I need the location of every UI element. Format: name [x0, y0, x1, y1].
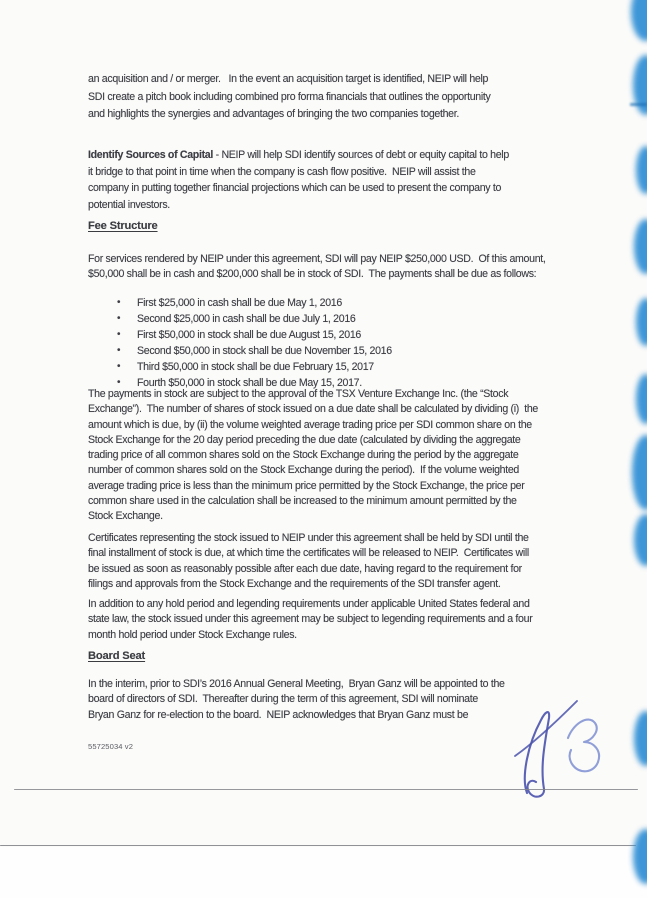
payment-schedule-bullet-list [88, 295, 392, 392]
scan-edge-blob [634, 219, 647, 274]
text-line: average trading price is less than the minimum price permitted by the Stock Exchange, the price per [88, 479, 525, 492]
paragraph-certificates [88, 531, 529, 592]
bold-lead-identify-sources: Identify Sources of Capital [88, 149, 213, 161]
bullet-item: • Second $25,000 in cash shall be due July 1, 2016 [88, 311, 392, 327]
bullet-item: • Second $50,000 in stock shall be due November 15, 2016 [88, 343, 392, 359]
paragraph-acquisition-merger [88, 71, 490, 124]
scan-edge-blob [634, 514, 647, 566]
text-line: For services rendered by NEIP under this agreement, SDI will pay NEIP $250,000 USD. Of this amount, [88, 253, 546, 265]
text-line: In addition to any hold period and legending requirements under applicable United States federal and [88, 598, 530, 610]
scan-edge-blob [636, 374, 647, 424]
scan-edge-blob [636, 298, 647, 346]
paragraph-fee-intro [88, 252, 546, 283]
text-line [88, 147, 509, 164]
initial-letter-a-stroke [525, 712, 549, 797]
text-line: company in putting together financial projections which can be used to present the company to [88, 182, 502, 195]
handwritten-initials [498, 692, 618, 802]
lead-rest-text: - NEIP will help SDI identify sources of debt or equity capital to help [212, 149, 509, 161]
text-line: The payments in stock are subject to the approval of the TSX Venture Exchange Inc. (the “Stock [88, 388, 509, 400]
scan-edge-blob [634, 711, 647, 766]
text-line: Certificates representing the stock issued to NEIP under this agreement shall be held by SDI until the [88, 532, 529, 544]
text-line: common share used in the calculation shall be increased to the minimum amount permitted by the [88, 495, 517, 508]
text-line: month hold period under Stock Exchange rules. [88, 628, 297, 641]
paragraph-identify-sources-of-capital [88, 147, 509, 214]
heading-fee-structure: Fee Structure [88, 220, 158, 232]
text-line: filings and approvals from the Stock Exchange and the requirements of the SDI transfer agent. [88, 577, 501, 590]
text-line: it bridge to that point in time when the company is cash flow positive. NEIP will assist the [88, 165, 476, 178]
text-line: $50,000 shall be in cash and $200,000 shall be in stock of SDI. The payments shall be due as follows: [88, 268, 537, 281]
text-line: an acquisition and / or merger. In the event an acquisition target is identified, NEIP will help [88, 73, 489, 85]
text-line: trading price of all common shares sold on the Stock Exchange during the period by the aggregate [88, 449, 519, 462]
heading-board-seat: Board Seat [88, 650, 146, 662]
document-number-footer: 55725034 v2 [88, 742, 134, 751]
scan-edge-blob [636, 146, 647, 194]
text-line: Bryan Ganz for re-election to the board. NEIP acknowledges that Bryan Ganz must be [88, 708, 469, 721]
text-line: board of directors of SDI. Thereafter during the term of this agreement, SDI will nominate [88, 693, 478, 706]
text-line: Stock Exchange. [88, 510, 163, 523]
bullet-item: • First $25,000 in cash shall be due May 1, 2016 [88, 295, 392, 311]
text-line: Exchange”). The number of shares of stock issued on a due date shall be calculated by dividing (i) the [88, 403, 538, 416]
text-line: and highlights the synergies and advantages of bringing the two companies together. [88, 108, 459, 121]
bullet-item: • Fourth $50,000 in stock shall be due May 15, 2017. [88, 375, 392, 391]
text-line: Stock Exchange for the 20 day period preceding the due date (calculated by dividing the aggregate [88, 433, 521, 446]
text-line: be issued as soon as reasonably possible after each due date, having regard to the requirement for [88, 562, 522, 575]
text-line: SDI create a pitch book including combined pro forma financials that outlines the opportunity [88, 90, 491, 103]
text-line: amount which is due, by (ii) the volume weighted average trading price per SDI common share on the [88, 418, 532, 431]
initial-cross-stroke [515, 701, 577, 756]
text-line: potential investors. [88, 199, 170, 212]
scan-edge-blob [632, 435, 647, 510]
scan-edge-blob [633, 55, 647, 115]
text-line: final installment of stock is due, at which time the certificates will be released to NEIP. Certificates will [88, 547, 529, 560]
scan-edge-blob [631, 0, 647, 41]
bullet-item: • Third $50,000 in stock shall be due February 15, 2017 [88, 359, 392, 375]
bullet-item: • First $50,000 in stock shall be due August 15, 2016 [88, 327, 392, 343]
scan-edge-dark-band [630, 103, 647, 106]
paragraph-stock-payment-terms [88, 387, 538, 525]
text-line: In the interim, prior to SDI’s 2016 Annual General Meeting, Bryan Ganz will be appointed to the [88, 678, 505, 690]
paragraph-hold-period [88, 597, 532, 643]
paragraph-board-seat [88, 677, 505, 723]
initial-letter-b-stroke [568, 720, 599, 772]
scanner-background-strip [0, 847, 647, 898]
text-line: number of common shares sold on the Stock Exchange during the period). If the volume weighted [88, 464, 520, 477]
text-line: state law, the stock issued under this agreement may be subject to legending requirements and a four [88, 613, 533, 626]
